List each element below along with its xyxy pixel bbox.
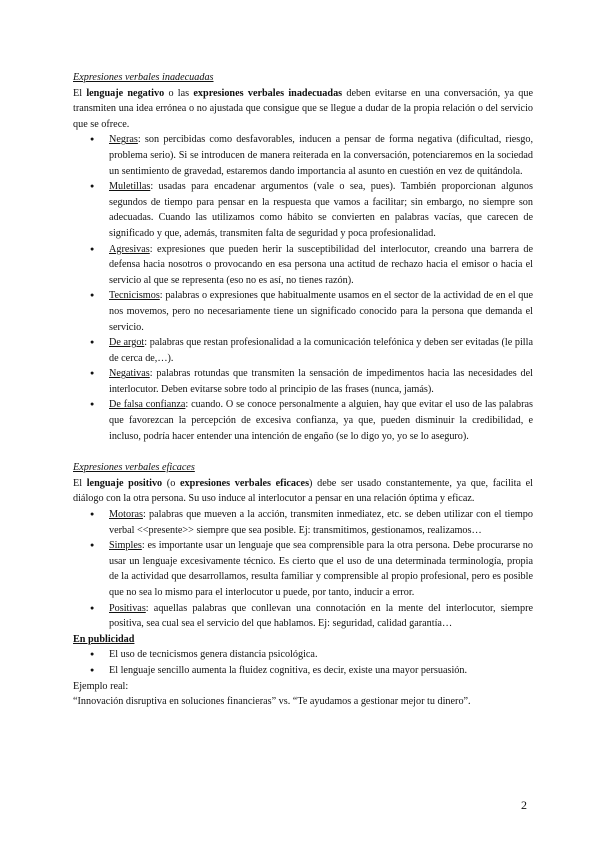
effective-list [73,507,533,632]
intro-bold-term: lenguaje negativo [86,87,165,99]
example-text: “Innovación disruptiva en soluciones financieras” vs. “Te ayudamos a gestionar mejor tu dinero”. [73,696,471,708]
intro-paragraph-effective [73,476,533,507]
advertising-list [73,647,533,678]
list-item [73,179,533,241]
item-term: Agresivas [109,243,150,255]
item-term: Negras [109,134,138,146]
list-item [73,601,533,632]
item-term: Positivas [109,602,146,614]
list-item [73,132,533,179]
list-item [73,366,533,397]
intro-bold-term: expresiones verbales inadecuadas [193,87,343,99]
item-term: De falsa confianza [109,399,186,411]
item-text: : palabras que mueven a la acción, transmiten inmediatez, etc. se deben utilizar con el tiempo verbal <<presente>> siempre que sea posible. Ej: transmitimos, gestionamos, realizamos… [109,509,533,536]
list-item [73,242,533,289]
item-text: : palabras que restan profesionalidad a la comunicación telefónica y deben ser evitadas (le pilla de cerca de,…). [109,337,533,364]
list-item [73,538,533,600]
page-number: 2 [521,798,527,812]
item-text: : aquellas palabras que conllevan una connotación en la mente del interlocutor, siempre positiva, sea cual sea el servicio del que hablamos. Ej: seguridad, calidad garantía… [109,602,533,630]
document-page [73,70,533,710]
item-text: : expresiones que pueden herir la susceptibilidad del interlocutor, creando una barrera de defensa hacia nosotros o provocando en esa persona una actitud de rechazo hacia el emisor o hacia el servicio al que se representa (eso no es así, no tienes razón). [109,243,533,286]
item-text: : palabras rotundas que transmiten la sensación de impedimentos hacia las necesidades del interlocutor. Deben evitarse sobre todo al principio de las frases (nunca, jamás). [109,368,533,395]
list-item: ● El uso de tecnicismos genera distancia psicológica. [73,647,533,663]
intro-text: o las [164,87,194,99]
item-term: Tecnicismos [109,290,160,302]
item-term: Motoras [109,509,143,521]
item-term: De argot [109,337,145,349]
list-item [73,507,533,538]
list-item [73,397,533,444]
intro-text: El [73,477,87,489]
item-text: : usadas para encadenar argumentos (vale o sea, pues). También proporcionan algunos segundos de tiempo para pensar en la respuesta que vamos a facilitar; sin embargo, no siempre son adecuadas. Cuando las utilizamos como hábito se convierten en palabras vacías, que carecen de significado y que, además, transmiten falta de seguridad y poca profesionalidad. [109,181,533,239]
item-term: Muletillas [109,181,151,193]
section-heading-inadequate: Expresiones verbales inadecuadas [73,72,214,83]
section-gap [73,444,533,460]
intro-text: deben evitarse en una conversación, ya que transmiten una idea errónea o no ajustada que consigue que se llegue a dudar de la propia relación o del servicio que se ofrece. [73,87,533,130]
intro-bold-term: expresiones verbales eficaces [179,477,310,489]
item-text: : cuando. O se conoce personalmente a alguien, hay que evitar el uso de las palabras que favorezcan la percepción de excesiva confianza, ya que, pueden disminuir la credibilidad, e incluso, podría hacer entender una intención de engaño (se lo digo yo, yo se lo aseguro). [109,399,533,442]
list-item [73,335,533,366]
intro-text: ) debe ser usado constantemente, ya que, facilita el diálogo con la otra persona. Su uso induce al interlocutor a pensar en una relación óptima y eficaz. [73,477,533,505]
intro-bold-term: lenguaje positivo [86,477,163,489]
item-text: : palabras o expresiones que habitualmente usamos en el sector de la actividad de en el que nos movemos, pero no necesariamente tiene un significado conocido para la persona que demanda el servicio. [109,290,533,333]
item-term: Simples [109,540,142,552]
list-item: ● El lenguaje sencillo aumenta la fluidez cognitiva, es decir, existe una mayor persuasión. [73,663,533,679]
item-text: : son percibidas como desfavorables, inducen a pensar de forma negativa (dificultad, riesgo, problema serio). Si se introducen de manera reiterada en la conversación, potenciaremos en la sociedad un sentimiento de gravedad, estaremos dando importancia al asunto en cuestión en vez de quitándola. [109,134,533,177]
section-heading-advertising: En publicidad [73,633,135,645]
item-text: : es importante usar un lenguaje que sea comprensible para la otra persona. Debe procurarse no usar un lenguaje excesivamente técnico. Es cierto que el uso de una determinada terminología, propia de la actividad que desarrollamos, resulta familiar y comprensible al propio profesional, pero es posible que no sea lo mismo para el interlocutor u puede, por tanto, inducir a error. [109,540,533,598]
list-item [73,288,533,335]
example-label: Ejemplo real: [73,680,129,692]
intro-text: El [73,87,87,99]
item-term: Negativas [109,368,150,380]
section-heading-effective: Expresiones verbales eficaces [73,462,195,474]
intro-paragraph-inadequate [73,86,533,133]
intro-text: (o [162,477,180,489]
inadequate-list [73,132,533,444]
